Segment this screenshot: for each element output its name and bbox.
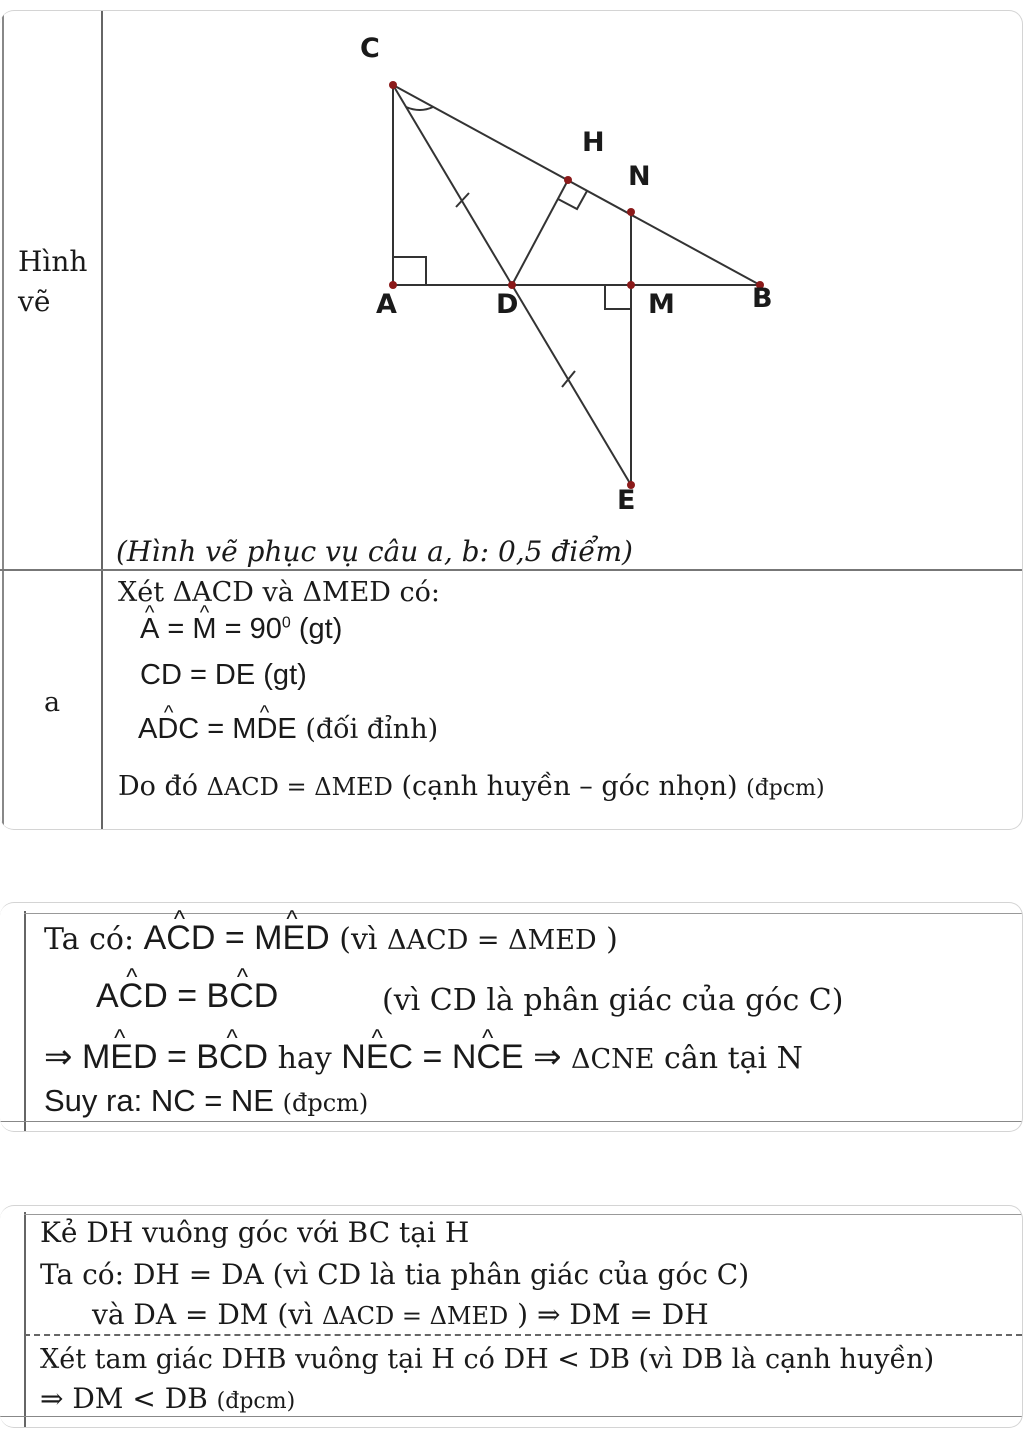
proof-b-line1: Ta có: ^ ACD = ^ MED (vì ΔACD = ΔMED ) xyxy=(44,919,618,958)
solution-part-b xyxy=(0,902,1023,1132)
row-label-ve: vẽ xyxy=(18,285,51,318)
proof-b-line2-reason: (vì CD là phân giác của góc C) xyxy=(382,983,844,1018)
table-bottom-line xyxy=(0,1416,1022,1417)
row-label-hinh: Hình xyxy=(18,245,88,278)
point-label-m: M xyxy=(648,289,675,320)
proof-a-line5: Do đó ΔACD = ΔMED (cạnh huyền – góc nhọn) (đpcm) xyxy=(118,771,825,802)
point-label-a: A xyxy=(376,289,397,320)
table-top-line xyxy=(24,1214,1022,1215)
table-column-divider xyxy=(24,911,26,1131)
proof-c-line5: ⇒ DM < DB (đpcm) xyxy=(40,1382,296,1415)
figure-caption: (Hình vẽ phục vụ câu a, b: 0,5 điểm) xyxy=(116,535,633,568)
proof-a-line2: ^ A = ^ $M = 90^0$ (gt) xyxy=(140,613,342,646)
table-bottom-line xyxy=(0,1121,1022,1122)
point-label-n: N xyxy=(628,161,651,192)
proof-b-line2: ^ ACD = ^ BCD xyxy=(96,977,278,1016)
point-label-d: D xyxy=(496,289,519,320)
table-column-divider xyxy=(24,1212,26,1427)
solution-part-c xyxy=(0,1205,1023,1428)
point-label-c: C xyxy=(360,33,380,64)
proof-b-line3: ⇒ ^ MED = ^ BCD hay ^ NEC = ^ NCE ⇒ ΔCNE cân tại N xyxy=(44,1037,803,1077)
proof-c-line1: Kẻ DH vuông góc với BC tại H xyxy=(40,1216,470,1249)
point-label-b: B xyxy=(752,283,773,314)
proof-b-line4: Suy ra: NC = NE (đpcm) xyxy=(44,1083,369,1118)
proof-c-line3: và DA = DM (vì ΔACD = ΔMED ) ⇒ DM = DH xyxy=(92,1298,709,1331)
proof-c-line2: Ta có: DH = DA (vì CD là tia phân giác của góc C) xyxy=(40,1258,750,1291)
proof-a-line3: CD = DE (gt) xyxy=(140,659,307,691)
proof-c-line4: Xét tam giác DHB vuông tại H có DH < DB (vì DB là cạnh huyền) xyxy=(40,1344,935,1375)
table-dashed-divider xyxy=(24,1334,1022,1336)
proof-a-line1: Xét ΔACD và ΔMED có: xyxy=(118,577,441,608)
row-label-a: a xyxy=(44,687,61,718)
proof-a-line4: ^ ADC = ^ MDE (đối đỉnh) xyxy=(138,711,438,746)
point-label-h: H xyxy=(582,127,605,158)
solution-table-part1 xyxy=(0,10,1023,830)
point-label-e: E xyxy=(617,485,636,516)
